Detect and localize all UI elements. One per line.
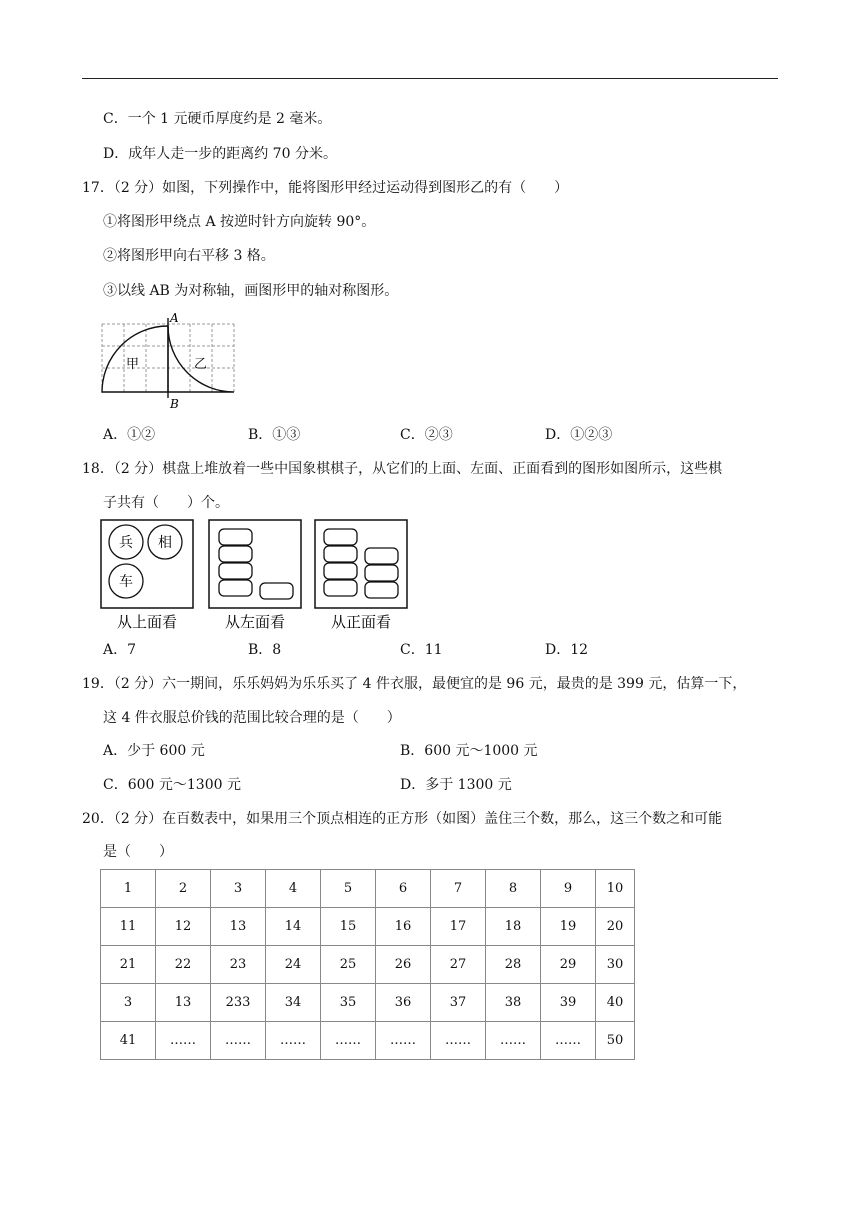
table-cell: 50 bbox=[596, 1022, 635, 1060]
q18-stem-line2: 子共有（ ）个。 bbox=[103, 495, 229, 511]
table-cell: 11 bbox=[101, 908, 156, 946]
table-cell: 26 bbox=[376, 946, 431, 984]
table-cell: 40 bbox=[596, 984, 635, 1022]
q17-figure bbox=[98, 312, 238, 412]
q17-option-c: C．②③ bbox=[400, 427, 453, 443]
table-cell: 29 bbox=[541, 946, 596, 984]
table-row bbox=[101, 870, 635, 908]
q16-option-d: D．成年人走一步的距离约 70 分米。 bbox=[103, 146, 337, 162]
table-cell: 25 bbox=[321, 946, 376, 984]
q18-option-a: A．7 bbox=[103, 642, 137, 658]
table-row bbox=[101, 984, 635, 1022]
q18-views-figure bbox=[100, 519, 412, 633]
table-cell: 23 bbox=[211, 946, 266, 984]
q17-option-a: A．①② bbox=[103, 427, 156, 443]
q17-label-yi: 乙 bbox=[194, 357, 208, 372]
front-view-stack bbox=[324, 529, 398, 598]
table-cell: 34 bbox=[266, 984, 321, 1022]
table-cell: 9 bbox=[541, 870, 596, 908]
table-cell: 28 bbox=[486, 946, 541, 984]
q18-option-b: B．8 bbox=[248, 642, 282, 658]
table-cell: 10 bbox=[596, 870, 635, 908]
q19-option-b: B．600 元～1000 元 bbox=[400, 743, 538, 759]
table-cell: 20 bbox=[596, 908, 635, 946]
table-cell: …… bbox=[321, 1022, 376, 1060]
caption-top-view: 从上面看 bbox=[116, 613, 178, 631]
piece-xiang-label: 相 bbox=[158, 535, 172, 551]
hundred-number-table bbox=[100, 869, 635, 1060]
table-cell: 17 bbox=[431, 908, 486, 946]
table-cell: 12 bbox=[156, 908, 211, 946]
table-cell: …… bbox=[266, 1022, 321, 1060]
table-cell: 16 bbox=[376, 908, 431, 946]
q17-option-d: D．①②③ bbox=[545, 427, 613, 443]
q20-stem-line2: 是（ ） bbox=[103, 844, 173, 860]
table-cell: 21 bbox=[101, 946, 156, 984]
table-cell: 7 bbox=[431, 870, 486, 908]
q19-option-c: C．600 元～1300 元 bbox=[103, 777, 241, 793]
q19-option-a: A．少于 600 元 bbox=[103, 743, 205, 759]
table-row bbox=[101, 946, 635, 984]
q19-option-d: D．多于 1300 元 bbox=[400, 777, 512, 793]
table-cell: 233 bbox=[211, 984, 266, 1022]
q18-stem-line1: 18．（2 分）棋盘上堆放着一些中国象棋棋子，从它们的上面、左面、正面看到的图形如图所示，这些棋 bbox=[82, 461, 723, 477]
table-cell: 24 bbox=[266, 946, 321, 984]
q19-stem-line1: 19．（2 分）六一期间，乐乐妈妈为乐乐买了 4 件衣服，最便宜的是 96 元，最贵的是 399 元，估算一下， bbox=[82, 676, 747, 692]
q16-option-c: C．一个 1 元硬币厚度约是 2 毫米。 bbox=[103, 111, 332, 127]
table-cell: …… bbox=[156, 1022, 211, 1060]
q17-stem: 17．（2 分）如图，下列操作中，能将图形甲经过运动得到图形乙的有（ ） bbox=[82, 180, 569, 196]
table-cell: 3 bbox=[211, 870, 266, 908]
left-view-frame bbox=[209, 520, 301, 608]
table-cell: 22 bbox=[156, 946, 211, 984]
q17-option-b: B．①③ bbox=[248, 427, 301, 443]
caption-left-view: 从左面看 bbox=[224, 613, 286, 631]
table-cell: 36 bbox=[376, 984, 431, 1022]
table-row bbox=[101, 908, 635, 946]
table-cell: 15 bbox=[321, 908, 376, 946]
table-cell: …… bbox=[431, 1022, 486, 1060]
table-cell: 38 bbox=[486, 984, 541, 1022]
q17-label-jia: 甲 bbox=[126, 357, 140, 372]
q17-operation-1: ①将图形甲绕点 A 按逆时针方向旋转 90°。 bbox=[103, 214, 376, 230]
q20-stem-line1: 20．（2 分）在百数表中，如果用三个顶点相连的正方形（如图）盖住三个数，那么，这三个数之和可能 bbox=[82, 811, 723, 827]
table-cell: 6 bbox=[376, 870, 431, 908]
table-cell: 14 bbox=[266, 908, 321, 946]
table-row bbox=[101, 1022, 635, 1060]
table-cell: 13 bbox=[156, 984, 211, 1022]
table-cell: 41 bbox=[101, 1022, 156, 1060]
table-cell: 35 bbox=[321, 984, 376, 1022]
table-cell: …… bbox=[486, 1022, 541, 1060]
table-cell: …… bbox=[541, 1022, 596, 1060]
table-cell: 37 bbox=[431, 984, 486, 1022]
table-cell: …… bbox=[211, 1022, 266, 1060]
table-cell: 18 bbox=[486, 908, 541, 946]
header-rule bbox=[82, 78, 778, 79]
table-cell: 27 bbox=[431, 946, 486, 984]
table-cell: 19 bbox=[541, 908, 596, 946]
q18-option-c: C．11 bbox=[400, 642, 443, 658]
table-cell: …… bbox=[376, 1022, 431, 1060]
q17-label-a: A bbox=[170, 312, 179, 325]
table-cell: 2 bbox=[156, 870, 211, 908]
q17-label-b: B bbox=[170, 397, 179, 411]
caption-front-view: 从正面看 bbox=[330, 613, 392, 631]
q18-option-d: D．12 bbox=[545, 642, 589, 658]
table-cell: 39 bbox=[541, 984, 596, 1022]
q17-operation-2: ②将图形甲向右平移 3 格。 bbox=[103, 248, 275, 264]
q19-stem-line2: 这 4 件衣服总价钱的范围比较合理的是（ ） bbox=[103, 710, 401, 726]
table-cell: 13 bbox=[211, 908, 266, 946]
table-cell: 4 bbox=[266, 870, 321, 908]
table-cell: 30 bbox=[596, 946, 635, 984]
table-cell: 8 bbox=[486, 870, 541, 908]
piece-bing-label: 兵 bbox=[119, 535, 133, 551]
left-view-stack bbox=[219, 529, 293, 599]
q17-operation-3: ③以线 AB 为对称轴，画图形甲的轴对称图形。 bbox=[103, 283, 399, 299]
table-cell: 5 bbox=[321, 870, 376, 908]
piece-che-label: 车 bbox=[119, 574, 133, 590]
table-cell: 3 bbox=[101, 984, 156, 1022]
table-cell: 1 bbox=[101, 870, 156, 908]
